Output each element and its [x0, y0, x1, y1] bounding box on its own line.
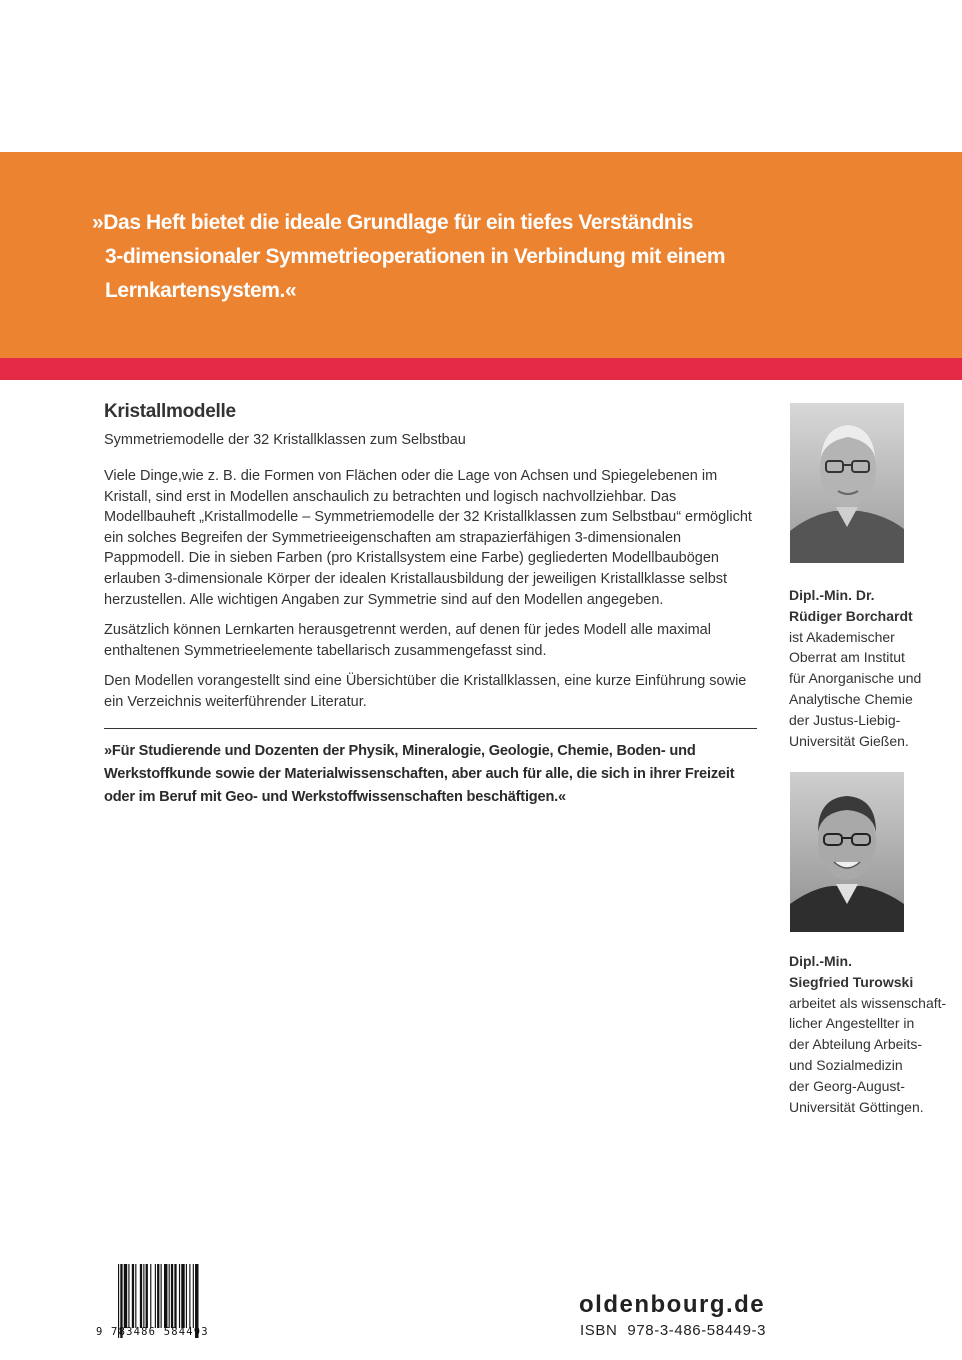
- banner-quote-line: Lernkartensystem.«: [105, 279, 297, 302]
- barcode-bar: [135, 1264, 136, 1328]
- author-name: Dipl.-Min.: [789, 953, 852, 969]
- barcode-bar: [171, 1264, 173, 1328]
- barcode-bar: [143, 1264, 144, 1328]
- barcode-bar: [164, 1264, 167, 1328]
- author-info-turowski: [789, 951, 959, 1117]
- barcode-bar: [179, 1264, 180, 1328]
- isbn-number: 978-3-486-58449-3: [627, 1322, 767, 1339]
- main-content: [104, 398, 760, 723]
- portrait-image: [790, 772, 904, 932]
- author-bio-line: Oberrat am Institut: [789, 649, 905, 666]
- book-title: Kristallmodelle: [104, 401, 236, 422]
- barcode-bar: [146, 1264, 148, 1328]
- author-bio-line: Universität Göttingen.: [789, 1098, 924, 1115]
- banner-quote: [92, 206, 932, 308]
- barcode-bar: [186, 1264, 187, 1328]
- portrait-image: [790, 403, 904, 563]
- author-info-borchardt: [789, 585, 959, 751]
- author-name: Dipl.-Min. Dr.: [789, 587, 875, 603]
- author-bio-line: arbeitet als wissenschaft-: [789, 994, 947, 1011]
- author-bio-line: Universität Gießen.: [789, 732, 909, 749]
- author-bio-line: für Anorganische und: [789, 670, 922, 687]
- author-bio-line: Analytische Chemie: [789, 690, 913, 707]
- red-stripe: [0, 358, 962, 380]
- isbn-label: ISBN: [580, 1322, 618, 1339]
- banner-quote-line: 3-dimensionaler Symmetrieoperationen in Verbindung mit einem: [105, 245, 726, 268]
- author-photo-turowski: [790, 772, 904, 932]
- author-bio-line: der Abteilung Arbeits-: [789, 1036, 923, 1053]
- author-bio-line: der Justus-Liebig-: [789, 711, 901, 728]
- description-paragraph: Zusätzlich können Lernkarten herausgetrennt werden, auf denen für jedes Modell alle maximal enthaltenen Symmetrieelemente tabellarisch zusammengefasst sind.: [104, 622, 711, 659]
- barcode-bar: [128, 1264, 129, 1328]
- barcode-bar: [157, 1264, 159, 1328]
- author-bio-line: der Georg-August-: [789, 1077, 905, 1094]
- barcode-bar: [140, 1264, 142, 1328]
- barcode-digits: 9 783486 584493: [96, 1326, 209, 1338]
- publisher-url[interactable]: oldenbourg.de: [579, 1291, 766, 1318]
- author-name: Siegfried Turowski: [789, 973, 914, 990]
- barcode-bar: [161, 1264, 162, 1328]
- divider-line: [104, 728, 757, 729]
- banner-quote-line: »Das Heft bietet die ideale Grundlage für ein tiefes Verständnis: [92, 211, 694, 234]
- barcode-bar: [150, 1264, 151, 1328]
- barcode-bar: [181, 1264, 184, 1328]
- barcode-bar: [124, 1264, 127, 1328]
- author-bio-line: ist Akademischer: [789, 628, 895, 645]
- audience-quote: »Für Studierende und Dozenten der Physik, Mineralogie, Geologie, Chemie, Boden- und Werkstoffkunde sowie der Materialwissenschaften, aber auch für alle, die sich in ihrer Freizeit oder im Beruf mit Geo- und Werkstoffwissenschaften beschäftigen.«: [104, 743, 735, 805]
- author-bio-line: licher Angestellter in: [789, 1015, 915, 1032]
- description-paragraph: Den Modellen vorangestellt sind eine Übersichtüber die Kristallklassen, eine kurze Einführung sowie ein Verzeichnis weiterführender Literatur.: [104, 673, 747, 710]
- barcode-bar: [155, 1264, 156, 1328]
- barcode-bar: [169, 1264, 170, 1328]
- barcode-bar: [193, 1264, 194, 1328]
- barcode-bar: [174, 1264, 176, 1328]
- description-paragraph: Viele Dinge,wie z. B. die Formen von Flächen oder die Lage von Achsen und Spiegelebenen im Kristall, sind erst in Modellen anschaulich zu betrachten und logisch nachvollziehbar. Das Modellbauheft „Kristallmodelle – Symmetriemodelle der 32 Kristallklassen zum Selbstbau“ ermöglicht ein solches Begreifen der Symmetrieeigenschaften am strapazierfähigen 3-dimensionalen Pappmodell. Die in sieben Farben (pro Kristallsystem eine Farbe) gegliederten Modellbaubögen erlauben 3-dimensionale Körper der idealen Kristallausbildung der jeweiligen Kristallklasse selbst herzustellen. Alle wichtigen Angaben zur Symmetrie sind auf den Modellen angegeben.: [104, 468, 752, 608]
- author-bio-line: und Sozialmedizin: [789, 1056, 903, 1073]
- description: [104, 466, 760, 713]
- author-photo-borchardt: [790, 403, 904, 563]
- isbn-line: [580, 1322, 766, 1339]
- book-subtitle: Symmetriemodelle der 32 Kristallklassen zum Selbstbau: [104, 432, 466, 448]
- barcode-bar: [189, 1264, 190, 1328]
- author-name: Rüdiger Borchardt: [789, 607, 913, 624]
- barcode-bar: [132, 1264, 134, 1328]
